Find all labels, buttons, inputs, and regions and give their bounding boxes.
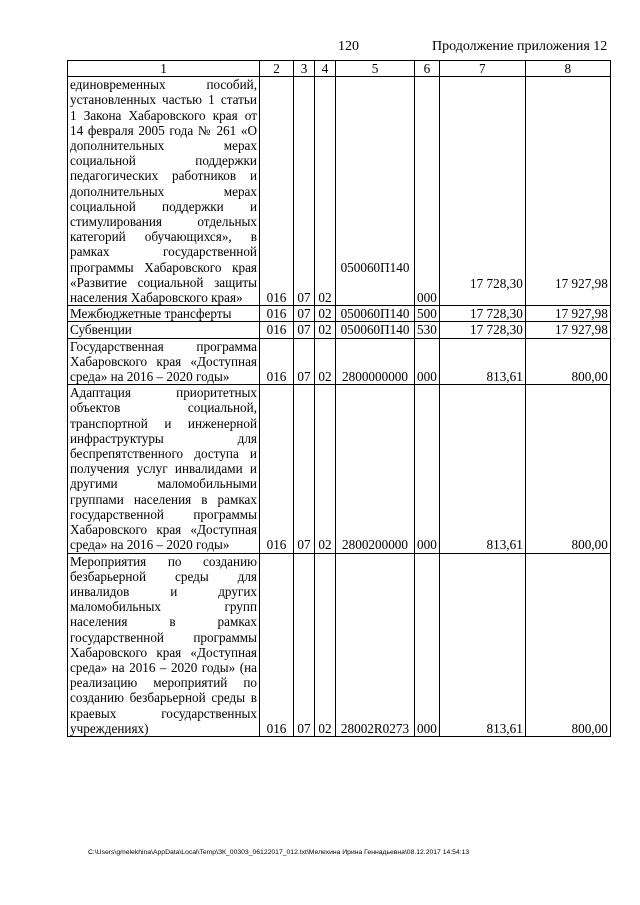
column-header: 4 bbox=[315, 61, 336, 77]
table-header-row bbox=[68, 61, 611, 77]
column-header: 7 bbox=[439, 61, 525, 77]
row-target-code: 28002R0273 bbox=[336, 553, 415, 736]
page-number: 120 bbox=[338, 39, 359, 54]
row-target-code: 050060П140 bbox=[336, 322, 415, 338]
row-amount-2019: 17 728,30 bbox=[439, 322, 525, 338]
row-target-code: 2800000000 bbox=[336, 338, 415, 385]
row-target-code: 050060П140 bbox=[336, 306, 415, 322]
row-ministry-code: 016 bbox=[260, 385, 294, 553]
row-amount-2020: 17 927,98 bbox=[525, 306, 610, 322]
row-ministry-code: 016 bbox=[260, 553, 294, 736]
row-ministry-code: 016 bbox=[260, 306, 294, 322]
row-amount-2019: 813,61 bbox=[439, 338, 525, 385]
row-amount-2020: 800,00 bbox=[525, 385, 610, 553]
table-row bbox=[68, 385, 611, 553]
row-section: 07 bbox=[294, 338, 315, 385]
column-header: 2 bbox=[260, 61, 294, 77]
row-section: 07 bbox=[294, 553, 315, 736]
row-amount-2019: 813,61 bbox=[439, 385, 525, 553]
row-subsection: 02 bbox=[315, 306, 336, 322]
row-name: Адаптация приоритетных объектов социальной, транспортной и инженерной инфраструктуры для беспрепятственного доступа и получения услуг инвалидами и другими маломобильными группами населения в рамках государственной программы Хабаровского края «Доступная среда» на 2016 – 2020 годы» bbox=[68, 385, 260, 553]
row-name: Субвенции bbox=[68, 322, 260, 338]
column-header: 5 bbox=[336, 61, 415, 77]
row-section: 07 bbox=[294, 385, 315, 553]
row-expense-type: 000 bbox=[415, 338, 440, 385]
column-header: 6 bbox=[415, 61, 440, 77]
row-ministry-code: 016 bbox=[260, 77, 294, 306]
row-amount-2020: 800,00 bbox=[525, 338, 610, 385]
table-row bbox=[68, 77, 611, 306]
row-amount-2019: 17 728,30 bbox=[439, 306, 525, 322]
row-amount-2019: 17 728,30 bbox=[439, 77, 525, 306]
row-subsection: 02 bbox=[315, 385, 336, 553]
column-header: 8 bbox=[525, 61, 610, 77]
budget-table bbox=[67, 60, 611, 737]
continuation-label: Продолжение приложения 12 bbox=[432, 39, 608, 54]
row-name: единовременных пособий, установленных частью 1 статьи 1 Закона Хабаровского края от 14 февраля 2005 года № 261 «О дополнительных мерах социальной поддержки педагогических работников и дополнительных мерах социальной поддержки и стимулирования отдельных категорий обучающихся», в рамках государственной программы Хабаровского края «Развитие социальной защиты населения Хабаровского края» bbox=[68, 77, 260, 306]
row-expense-type: 000 bbox=[415, 77, 440, 306]
row-subsection: 02 bbox=[315, 338, 336, 385]
row-section: 07 bbox=[294, 306, 315, 322]
row-amount-2020: 800,00 bbox=[525, 553, 610, 736]
row-subsection: 02 bbox=[315, 77, 336, 306]
table-row bbox=[68, 306, 611, 322]
row-amount-2019: 813,61 bbox=[439, 553, 525, 736]
row-section: 07 bbox=[294, 77, 315, 306]
table-row bbox=[68, 322, 611, 338]
row-target-code: 050060П140 bbox=[336, 77, 415, 306]
row-expense-type: 500 bbox=[415, 306, 440, 322]
row-name: Межбюджетные трансферты bbox=[68, 306, 260, 322]
row-name: Мероприятия по созданию безбарьерной среды для инвалидов и других маломобильных групп населения в рамках государственной программы Хабаровского края «Доступная среда» на 2016 – 2020 годы» (на реализацию мероприятий по созданию безбарьерной среды в краевых государственных учреждениях) bbox=[68, 553, 260, 736]
row-target-code: 2800200000 bbox=[336, 385, 415, 553]
table-row bbox=[68, 338, 611, 385]
row-subsection: 02 bbox=[315, 553, 336, 736]
row-subsection: 02 bbox=[315, 322, 336, 338]
row-amount-2020: 17 927,98 bbox=[525, 77, 610, 306]
row-section: 07 bbox=[294, 322, 315, 338]
column-header: 3 bbox=[294, 61, 315, 77]
row-name: Государственная программа Хабаровского края «Доступная среда» на 2016 – 2020 годы» bbox=[68, 338, 260, 385]
footer-file-path: C:\Users\gmelekhina\AppData\Local\Temp\ЗК_00303_06122017_012.txt\Мелехина Ирина Геннадьевна\08.12.2017 14:54:13 bbox=[88, 849, 470, 856]
row-ministry-code: 016 bbox=[260, 322, 294, 338]
row-expense-type: 000 bbox=[415, 553, 440, 736]
row-expense-type: 530 bbox=[415, 322, 440, 338]
column-header: 1 bbox=[68, 61, 260, 77]
table-row bbox=[68, 553, 611, 736]
row-amount-2020: 17 927,98 bbox=[525, 322, 610, 338]
row-expense-type: 000 bbox=[415, 385, 440, 553]
row-ministry-code: 016 bbox=[260, 338, 294, 385]
